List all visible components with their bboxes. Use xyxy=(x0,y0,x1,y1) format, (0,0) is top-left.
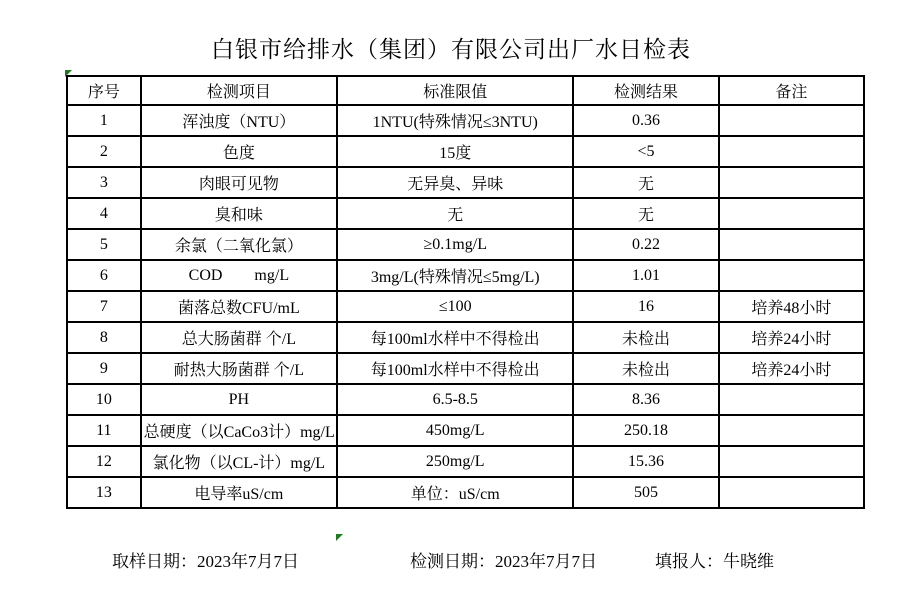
cell-result: 1.01 xyxy=(573,260,718,291)
cell-note xyxy=(719,136,864,167)
table-row xyxy=(67,446,864,477)
cell-result: 未检出 xyxy=(573,353,718,384)
cell-note xyxy=(719,384,864,415)
excel-anchor-marker-icon xyxy=(336,534,343,541)
cell-no: 2 xyxy=(67,136,141,167)
cell-note: 培养48小时 xyxy=(719,291,864,322)
inspection-table xyxy=(66,75,865,509)
cell-no: 4 xyxy=(67,198,141,229)
cell-note xyxy=(719,229,864,260)
cell-standard: 每100ml水样中不得检出 xyxy=(337,322,573,353)
cell-result: 8.36 xyxy=(573,384,718,415)
cell-note xyxy=(719,167,864,198)
cell-result: 0.36 xyxy=(573,105,718,136)
cell-note xyxy=(719,446,864,477)
page-title: 白银市给排水（集团）有限公司出厂水日检表 xyxy=(211,37,691,62)
cell-no: 13 xyxy=(67,477,141,508)
cell-note xyxy=(719,415,864,446)
cell-no: 10 xyxy=(67,384,141,415)
cell-item: 臭和味 xyxy=(141,198,337,229)
column-header: 序号 xyxy=(67,76,141,105)
cell-result: 0.22 xyxy=(573,229,718,260)
cell-item: 余氯（二氧化氯） xyxy=(141,229,337,260)
table-row xyxy=(67,353,864,384)
cell-item: 总大肠菌群 个/L xyxy=(141,322,337,353)
cell-note xyxy=(719,477,864,508)
cell-no: 6 xyxy=(67,260,141,291)
cell-item: 菌落总数CFU/mL xyxy=(141,291,337,322)
cell-standard: 每100ml水样中不得检出 xyxy=(337,353,573,384)
table-row xyxy=(67,229,864,260)
table-row xyxy=(67,477,864,508)
table-body xyxy=(67,105,864,508)
column-header: 备注 xyxy=(719,76,864,105)
column-header: 标准限值 xyxy=(337,76,573,105)
cell-result: 未检出 xyxy=(573,322,718,353)
cell-item: 耐热大肠菌群 个/L xyxy=(141,353,337,384)
cell-result: 505 xyxy=(573,477,718,508)
cell-no: 1 xyxy=(67,105,141,136)
cell-no: 8 xyxy=(67,322,141,353)
cell-note xyxy=(719,198,864,229)
cell-item: PH xyxy=(141,384,337,415)
cell-item: 肉眼可见物 xyxy=(141,167,337,198)
table-row xyxy=(67,322,864,353)
cell-item: 电导率uS/cm xyxy=(141,477,337,508)
table-row xyxy=(67,291,864,322)
cell-standard: 单位：uS/cm xyxy=(337,477,573,508)
sampling-date: 取样日期：2023年7月7日 xyxy=(112,552,299,571)
cell-result: <5 xyxy=(573,136,718,167)
cell-standard: ≥0.1mg/L xyxy=(337,229,573,260)
cell-no: 7 xyxy=(67,291,141,322)
cell-result: 250.18 xyxy=(573,415,718,446)
cell-standard: 6.5-8.5 xyxy=(337,384,573,415)
cell-result: 无 xyxy=(573,167,718,198)
cell-result: 16 xyxy=(573,291,718,322)
cell-standard: ≤100 xyxy=(337,291,573,322)
column-header: 检测结果 xyxy=(573,76,718,105)
cell-standard: 250mg/L xyxy=(337,446,573,477)
cell-item: COD mg/L xyxy=(141,260,337,291)
cell-no: 3 xyxy=(67,167,141,198)
table-row xyxy=(67,105,864,136)
cell-note xyxy=(719,105,864,136)
cell-note xyxy=(719,260,864,291)
cell-note: 培养24小时 xyxy=(719,322,864,353)
cell-standard: 3mg/L(特殊情况≤5mg/L) xyxy=(337,260,573,291)
column-header: 检测项目 xyxy=(141,76,337,105)
cell-item: 色度 xyxy=(141,136,337,167)
cell-item: 总硬度（以CaCo3计）mg/L xyxy=(141,415,337,446)
table-row xyxy=(67,198,864,229)
table-row xyxy=(67,384,864,415)
cell-result: 无 xyxy=(573,198,718,229)
cell-no: 9 xyxy=(67,353,141,384)
cell-note: 培养24小时 xyxy=(719,353,864,384)
table-header-row xyxy=(67,76,864,105)
cell-result: 15.36 xyxy=(573,446,718,477)
cell-no: 11 xyxy=(67,415,141,446)
reporter: 填报人：牛晓维 xyxy=(655,552,774,571)
cell-item: 氯化物（以CL-计）mg/L xyxy=(141,446,337,477)
table-row xyxy=(67,415,864,446)
table-row xyxy=(67,136,864,167)
test-date: 检测日期：2023年7月7日 xyxy=(410,552,597,571)
cell-item: 浑浊度（NTU） xyxy=(141,105,337,136)
cell-standard: 450mg/L xyxy=(337,415,573,446)
table-row xyxy=(67,167,864,198)
cell-standard: 15度 xyxy=(337,136,573,167)
cell-standard: 1NTU(特殊情况≤3NTU) xyxy=(337,105,573,136)
cell-no: 5 xyxy=(67,229,141,260)
cell-standard: 无 xyxy=(337,198,573,229)
cell-no: 12 xyxy=(67,446,141,477)
table-row xyxy=(67,260,864,291)
cell-standard: 无异臭、异味 xyxy=(337,167,573,198)
